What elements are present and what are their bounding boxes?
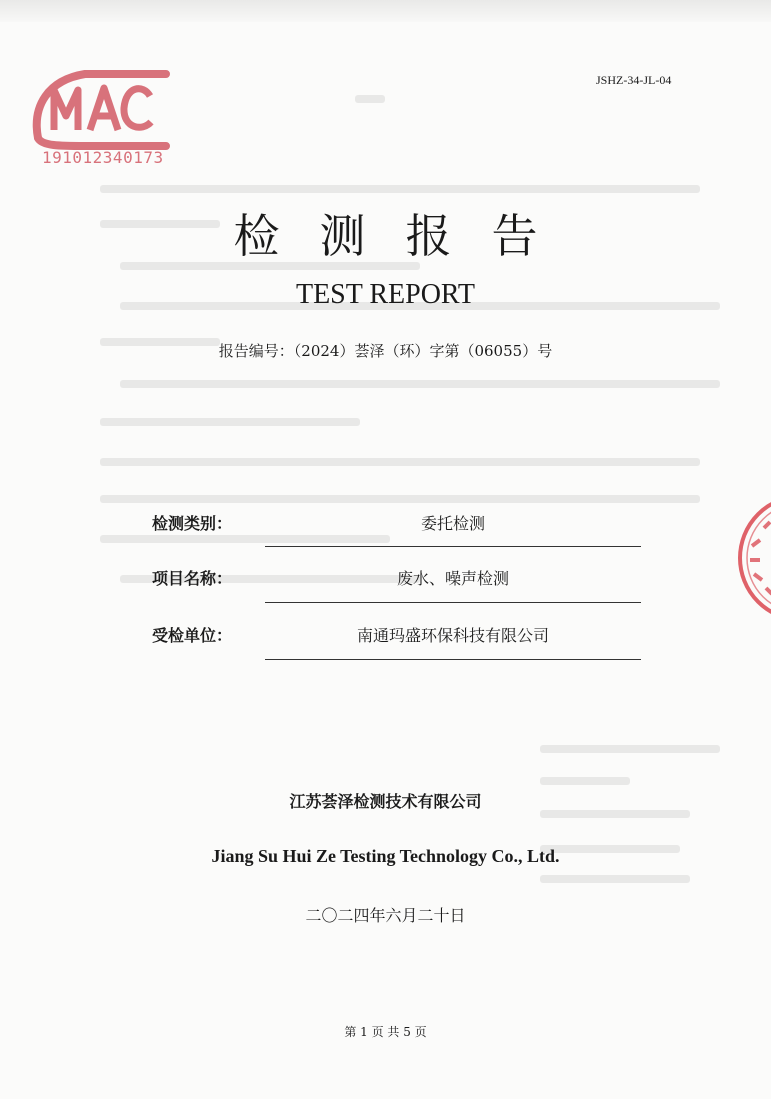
cma-mark-number: 191012340173: [42, 148, 164, 167]
report-title-chinese: 检测报告: [233, 209, 578, 263]
report-number: 报告编号：（2024）荟泽（环）字第（06055）号: [218, 342, 553, 360]
field-underline: [265, 659, 641, 660]
scan-top-edge: [0, 0, 771, 22]
company-seal-icon: [730, 488, 771, 628]
field-underline: [265, 546, 641, 547]
field-value-inspected-unit: 南通玛盛环保科技有限公司: [356, 626, 549, 645]
field-label-test-type: 检测类别：: [152, 514, 233, 533]
issuer-name-chinese: 江苏荟泽检测技术有限公司: [289, 792, 482, 811]
issuer-name-english: Jiang Su Hui Ze Testing Technology Co., Ltd.: [211, 846, 560, 866]
field-value-project-name: 废水、噪声检测: [396, 569, 509, 588]
issue-date: 二〇二四年六月二十日: [305, 906, 466, 925]
field-underline: [265, 602, 641, 603]
field-label-project-name: 项目名称：: [152, 569, 233, 588]
field-value-test-type: 委托检测: [420, 514, 485, 533]
field-label-inspected-unit: 受检单位：: [152, 626, 233, 645]
page-number: 第 1 页 共 5 页: [344, 1025, 427, 1039]
form-code: JSHZ-34-JL-04: [596, 73, 672, 87]
report-title-english: TEST REPORT: [295, 279, 476, 310]
